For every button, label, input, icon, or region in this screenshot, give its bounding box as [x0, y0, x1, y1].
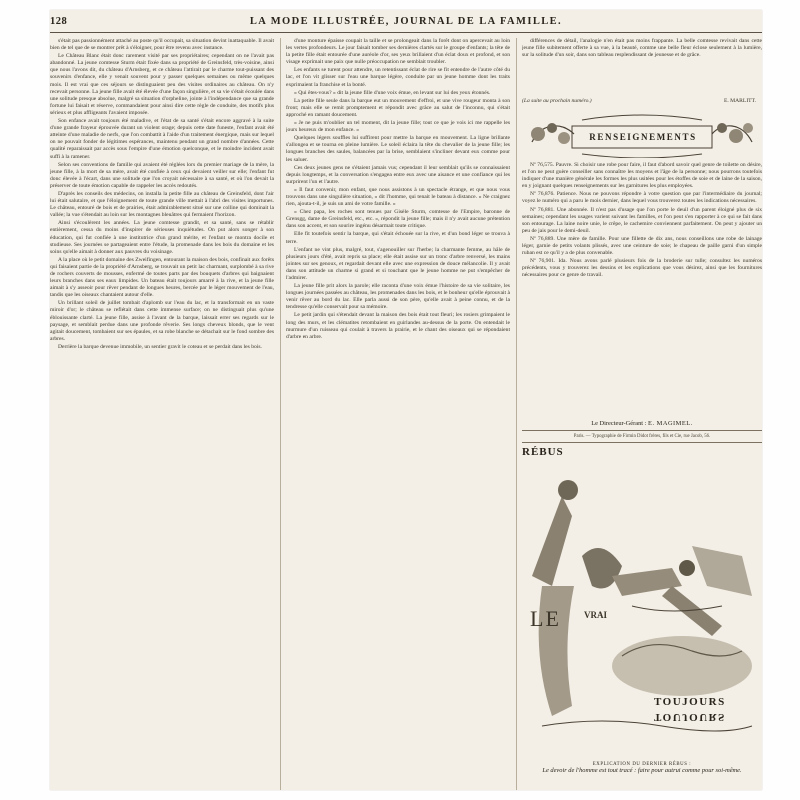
paragraph: La jeune fille prit alors la parole; elle raconta d'une voix émue l'histoire de sa vie solitaire, les longues journées passées au château, les promenades dans les bois, et le bonheur qu'elle éprouvait à venir rêver au bord du lac. Elle parla aussi de son père, qu'elle avait à peine connu, et de la tendresse qu'elle conservait pour sa mémoire. — [286, 283, 510, 311]
signature-role: Le Directeur-Gérant : — [591, 420, 647, 427]
paragraph: « Il faut convenir, mon enfant, que nous assistons à un spectacle étrange, et que nous vous trouvons dans une singulière situation, » dit l'homme, qui tenait le bateau à distance. « Ne craignez rien, ajouta-t-il, je suis un ami de votre famille. » — [286, 186, 510, 208]
divider — [522, 430, 762, 431]
paragraph: L'enfant ne vint plus, malgré, tout, s'agenouiller sur l'herbe; la charmante femme, au hâle de plusieurs jours d'été, avait repris sa place; elle était assise sur un tronc d'arbre renversé, les mains jointes sur ses genoux, et regardait devant elle avec une expression de douce mélancolie. Il y avait dans son attitude un charme si grand et si touchant que le jeune homme ne put s'empêcher de l'admirer. — [286, 246, 510, 281]
explanation-text: Le devoir de l'homme est tout tracé : faire pour autrui comme pour soi-même. — [542, 767, 742, 774]
paragraph: Le Château Blanc était donc rarement visité par ses propriétaires; cependant on ne l'avait pas abandonné. La jeune comtesse Sturm était fixée dans sa propriété de Greinsfeld, très-voisine, ainsi que nous l'avons dit, du château d'Arnsberg, et ce château l'attirait par le charme tout-puissant des souvenirs d'enfance, elle y venait souvent pour y passer quelques semaines ou même quelques mois. Il est vrai que ces séjours se distinguaient peu des visites ordinaires au château. On n'y recevait personne. La jeune fille avait été élevée d'une façon singulière, et sa vie s'était écoulée dans une solitude presque absolue, malgré sa situation d'orpheline, jointe à l'indépendance que sa grande fortune lui faisait et réserve, commandaient pour ainsi dire cette règle de conduite, des motifs plus sérieux et plus affligeants l'avaient imposée. — [50, 53, 274, 116]
paragraph: Nº 76,575. Pauvre. Si choisir une robe pour faire, il faut d'abord savoir quel genre de toilette on désire, et l'on ne peut guère conseiller sans connaître les moyens et l'âge de la personne; nous pourrons toutefois indiquer d'une manière générale les formes les plus usitées pour les étoffes de soie et de laine de la saison, en y joignant quelques renseignements sur les garnitures les plus employées. — [522, 162, 762, 190]
paragraph: « Qui êtes-vous? » dit la jeune fille d'une voix émue, en levant sur lui des yeux étonnés. — [294, 89, 491, 96]
rebus-explanation — [522, 762, 762, 775]
rebus-title: RÉBUS — [522, 446, 564, 458]
explanation-heading: EXPLICATION DU DERNIER RÉBUS : — [592, 762, 692, 767]
paragraph: Nº 76,881. Une abonnée. Il n'est pas d'usage que l'on porte le deuil d'un parent éloigné plus de six semaines; cependant les usages varient suivant les familles, et l'on peut s'en rapporter à ce qui se fait dans son entourage. La laine noire unie, le crêpe, le cachemire conviennent parfaitement. On peut y ajouter un peu de jais pour le demi-deuil. — [522, 206, 762, 234]
divider — [522, 442, 762, 443]
column-divider — [280, 38, 281, 790]
signature-name: E. MAGIMEL. — [648, 420, 693, 427]
paragraph: Un brillant soleil de juillet tombait d'aplomb sur l'eau du lac, et la transformait en un vaste miroir d'or; le château se reflétait dans cette immense surface; on ne distinguait plus qu'une éblouissante clarté. La jeune fille, assise à l'avant de la barque, laissait errer ses regards sur le paysage, et semblait perdue dans une profonde rêverie. Ses longs cheveux blonds, que le vent agitait doucement, tombaient sur ses épaules, et sa robe blanche se détachait sur le fond sombre des arbres. — [50, 300, 274, 342]
paragraph: Ainsi s'écoulèrent les années. La jeune comtesse grandit, et sa santé, sans se rétablir entièrement, cessa du moins d'inspirer de sérieuses inquiétudes. On put alors songer à son éducation, qui fut confiée à une institutrice d'un grand mérite, et l'enfant se montra docile et studieuse. Ses journées se partageaient entre l'étude, la promenade dans les bois du domaine et les soins qu'elle aimait à donner aux pauvres du voisinage. — [50, 220, 274, 255]
renseignements-column — [522, 162, 762, 416]
paragraph: A la place où le petit domaine des Zweifingen, entourant la maison des bois, confinait aux forêts qui faisaient partie de la propriété d'Arnsberg, se trouvait un petit lac charmant, surplombé à sa rive de rochers couverts de mousses, enfermé de toutes parts par des bouquets d'arbres qui baignaient leurs branches dans ses eaux limpides. Un bateau était toujours amarré à la rive, et la jeune fille aimait à s'y asseoir pour rêver pendant de longues heures, bercée par le léger mouvement de l'eau, tandis que les oiseaux chantaient autour d'elle. — [50, 256, 274, 299]
printer-line: Paris. — Typographie de Firmin Didot frères, fils et Cie, rue Jacob, 56. — [573, 434, 711, 439]
editor-signature — [522, 420, 762, 427]
paragraph: « Je ne puis m'oublier un tel moment, dit la jeune fille; tout ce que je vois ici me rappelle les jours heureux de mon enfance. » — [286, 120, 510, 134]
article-column-1 — [50, 38, 274, 790]
paragraph: Nº 76,889. Une mère de famille. Pour une fillette de dix ans, nous conseillons une robe de lainage léger, garnie de petits volants plissés, avec une ceinture de soie; le chapeau de paille garni d'un simple ruban est ce qu'il y a de plus convenable. — [522, 235, 762, 257]
renseignements-banner — [522, 112, 762, 158]
rebus-word-toujours: TOUJOURS — [654, 696, 726, 708]
paragraph: Le petit jardin qui s'étendait devant la maison des bois était tout fleuri; les rosiers grimpaient le long des murs, et les clématites retombaient en guirlandes au-dessus de la porte. On entendait le murmure d'un ruisseau qui coulait à travers la prairie, et le chant des oiseaux qui se répondaient d'arbre en arbre. — [286, 312, 510, 340]
rebus-word-le: LE — [530, 606, 561, 631]
paragraph: Ces deux jeunes gens ne s'étaient jamais vus; cependant il leur semblait qu'ils se connaissaient depuis longtemps, et la conversation s'engagea entre eux avec une aisance et une confiance qui les surprirent l'un et l'autre. — [286, 164, 510, 185]
paragraph: « Chez papa, les roches sont tenues par Gisèle Sturm, comtesse de l'Empire, baronne de Grensgg, dame de Greinsfeld, etc., etc. », répondit la jeune fille; mais il n'y avait aucune prétention dans son accent, et son sourire ingénu désarmait toute critique. — [286, 209, 510, 230]
paragraph: Nº 76,876. Patience. Nous ne pouvons répondre à votre question que par l'intermédiaire du journal; voyez le numéro qui a paru le mois dernier, dans lequel vous trouverez toutes les indications nécessaires. — [522, 191, 762, 205]
to-be-continued-note: (La suite au prochain numéro.) — [522, 98, 592, 104]
paragraph: Quelques légers souffles lui suffirent pour mettre la barque en mouvement. La ligne brillante s'allongea et se tourna en pleine lumière. Le soleil éclaira la tête du chevalier de la jeune fille; les longues branches des saules, balancées par la brise, semblaient s'incliner devant eux comme pour les saluer. — [286, 135, 510, 163]
paragraph: Son enfance avait toujours été maladive, et l'état de sa santé s'était encore aggravé à la suite d'une grande frayeur éprouvée durant un violent orage; depuis cette date funeste, l'enfant avait été atteinte d'une maladie de nerfs, que l'on combattit à l'aide d'un traitement énergique, mais sur lequel on ne pouvait fonder de légitimes espérances, maintenu pendant un grand nombre d'années. Cette qualité reparaissait par accès sous l'empire d'une émotion quelconque, et le moindre incident avait suffi à la ramener. — [50, 118, 274, 160]
article-column-2 — [286, 38, 510, 790]
page-number: 128 — [50, 15, 68, 27]
paragraph: La petite fille seule dans la barque eut un mouvement d'effroi, et une vive rougeur monta à son front; mais elle se remit promptement et répondit avec grâce au salut de l'inconnu, qui s'était approché en ramant doucement. — [286, 97, 510, 118]
column-divider — [516, 38, 517, 790]
paragraph: différences de détail, l'analogie n'en était pas moins frappante. La belle comtesse revivait dans cette jeune fille subitement offerte à sa vue, à la beauté, comme une belle fleur éclose seulement à la lumière, sur la solitude d'un soir, dans son tableau resplendissant de jeunesse et de grâce. — [522, 38, 762, 59]
section-title: RENSEIGNEMENTS — [589, 132, 697, 142]
magazine-page — [50, 10, 762, 790]
paragraph: Selon ses conventions de famille qui avaient été réglées lors du premier mariage de la mère, la jeune fille, à la mort de sa mère, avait été confiée à ceux qui devaient veiller sur elle; l'enfant fut donc élevée à l'écart, dans une solitude que l'on croyait nécessaire à sa santé, et où l'on devait la préserver de toute émotion capable de rappeler les accès redoutés. — [50, 161, 274, 189]
author-name: E. MARLITT. — [723, 98, 756, 104]
paragraph: D'après les conseils des médecins, on installa la petite fille au château de Greinsfeld, dont l'air lui était salutaire, et que l'éloignement de toute grande ville mettait à l'abri des visites importunes. Le château, entouré de bois et de prairies, était admirablement situé sur une colline qui dominait la vallée; la vue s'étendait au loin sur les montagnes bleuâtres qui fermaient l'horizon. — [50, 190, 274, 219]
paragraph: Les enfants se turent pour attendre, un retentissant éclat de rire se fit entendre de l'autre côté du lac, et l'on vit glisser sur l'eau une barque légère, conduite par un jeune homme dont les traits exprimaient la franchise et la bonté. — [286, 67, 510, 88]
page-header — [50, 10, 762, 33]
journal-title: LA MODE ILLUSTRÉE, JOURNAL DE LA FAMILLE. — [249, 15, 563, 27]
paragraph: d'une monture épaisse coupait la taille et se prolongeait dans la forêt dont on apercevait au loin les vertes profondeurs. Le jour faisait tomber ses dernières clartés sur le groupe d'enfants; la tête de la petite fille était entourée d'une auréole d'or, ses yeux brillaient d'un éclat doux et profond, et son visage exprimait une paix que nulle préoccupation ne semblait troubler. — [286, 38, 510, 66]
rebus-word-vrai: VRAI — [584, 610, 608, 620]
paragraph: Derrière la barque devenue immobile, un sentier gravit le coteau et se perdait dans les bois. — [58, 343, 262, 350]
rebus-word-toujours-inverted: TOUJOURS — [654, 711, 726, 723]
paragraph: Elle fit toutefois sentir la barque, qui s'était échouée sur la rive, et d'un bond léger se trouva à terre. — [286, 231, 510, 245]
paragraph: Nº 76,901. Ida. Nous avons parlé plusieurs fois de la broderie sur tulle; consultez les numéros précédents, vous y trouverez les dessins et les explications que vous désirez, ainsi que les fournitures nécessaires pour ce genre de travail. — [522, 258, 762, 279]
paragraph: s'était pas passionnément attaché au poste qu'il occupait, sa situation devint inattaquable. Il avait bien de tel que de se montrer prêt à s'éloigner, pour être revenu avec instance. — [50, 38, 274, 52]
